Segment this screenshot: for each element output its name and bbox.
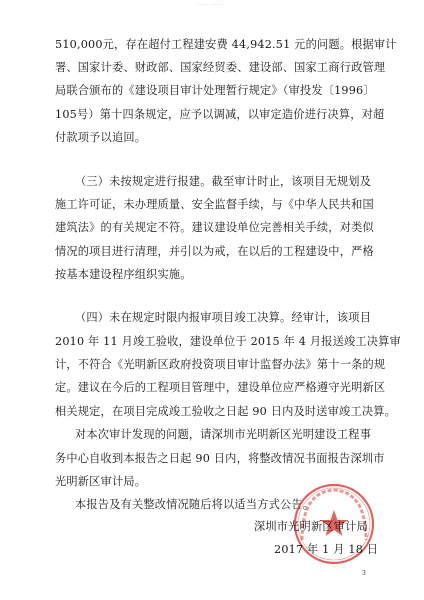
body-line: 情况的项目进行清理，并引以为戒，在以后的工程建设中，严格: [55, 245, 374, 258]
body-line: 定。建议在今后的工程项目管理中，建设单位应严格遵守光明新区: [55, 381, 386, 394]
body-line: 光明新区审计局。: [55, 475, 147, 488]
body-line: 对本次审计发现的问题，请深圳市光明新区光明建设工程事: [75, 428, 372, 441]
page-number: 3: [362, 570, 366, 577]
body-line: 务中心自收到本报告之日起 90 日内，将整改情况书面报告深圳市: [55, 452, 385, 465]
body-line: 2010 年 11 月竣工验收，建设单位于 2015 年 4 月报送竣工决算审: [55, 335, 401, 348]
body-line: 署、国家计委、财政部、国家经贸委、建设部、国家工商行政管理: [55, 61, 386, 74]
body-line: 510,000元，存在超付工程建安费 44,942.51 元的问题。根据审计: [55, 38, 397, 51]
body-line: 105号）第十四条规定，应予以调减，以审定造价进行决算，对超: [55, 108, 385, 121]
body-line: 建筑法》的有关规定不符。建议建设单位完善相关手续，对类似: [55, 221, 374, 234]
header-mark: —— ——: [197, 2, 225, 8]
body-line: 局联合颁布的《建设项目审计处理暂行规定》（审投发〔1996〕: [55, 84, 375, 97]
body-line: 计，不符合《光明新区政府投资项目审计监督办法》第十一条的规: [55, 358, 386, 371]
signature-org: 深圳市光明新区审计局: [254, 520, 368, 533]
body-line: 相关规定，在项目完成竣工验收之日起 90 日内及时送审竣工决算。: [55, 405, 396, 418]
body-line: 付款项予以追回。: [55, 131, 147, 144]
signature-date: 2017 年 1 月 18 日: [274, 543, 379, 556]
section-heading-line: （四）未在规定时限内报审项目竣工决算。经审计，该项目: [75, 311, 372, 324]
body-line: 施工许可证，未办理质量、安全监督手续，与《中华人民共和国: [55, 198, 374, 211]
body-line: 本报告及有关整改情况随后将以适当方式公告。: [75, 498, 315, 511]
body-line: 按基本建设程序组织实施。: [55, 268, 192, 281]
section-heading-line: （三）未按规定进行报建。截至审计时止，该项目无规划及: [75, 175, 372, 188]
